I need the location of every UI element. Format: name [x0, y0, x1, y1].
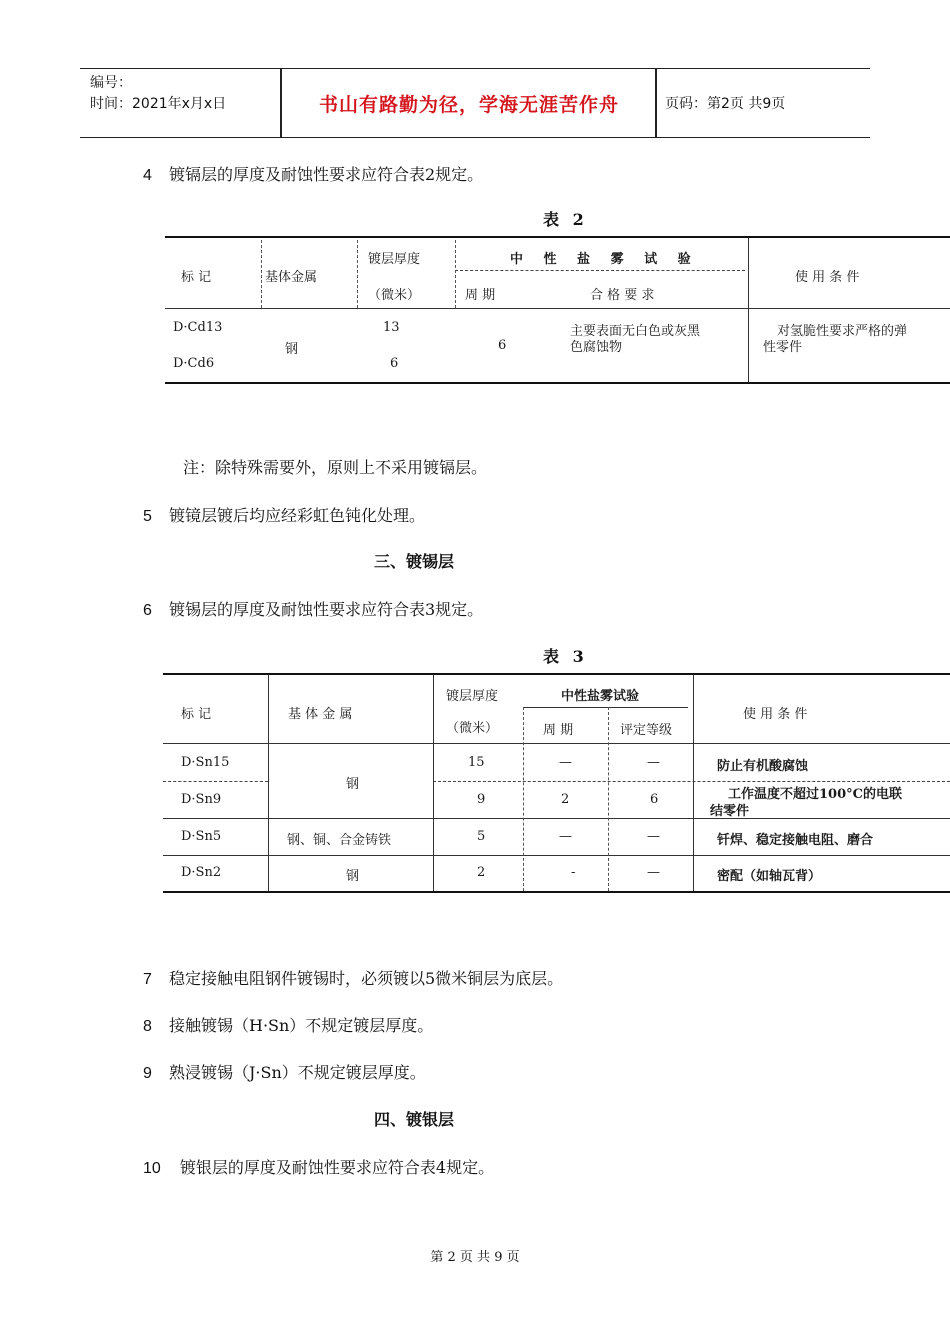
cell-base-metal: 钢 [346, 777, 360, 792]
th-period: 周 期 [543, 723, 574, 738]
paragraph-number: 7 [143, 971, 152, 988]
cell-base-metal: 钢、铜、合金铸铁 [287, 833, 392, 848]
th-base: 基 体 金 属 [288, 707, 353, 722]
paragraph-text: 稳定接触电阻钢件镀锡时，必须镀以5微米铜层为底层。 [169, 969, 564, 988]
cell-thickness: 15 [468, 755, 485, 770]
document-header [80, 68, 870, 138]
paragraph-text: 镀镉层的厚度及耐蚀性要求应符合表2规定。 [169, 165, 484, 184]
table2-caption: 表 2 [543, 210, 588, 229]
th-mark: 标 记 [181, 270, 212, 285]
cell-grade: — [647, 829, 660, 844]
table-rule [165, 308, 950, 309]
paragraph-number: 6 [143, 602, 152, 619]
table-col-line [748, 238, 749, 382]
table-3 [163, 673, 950, 895]
table-rule [523, 707, 688, 708]
cell-use: 性零件 [763, 340, 803, 355]
header-divider [280, 69, 282, 137]
code-label: 编号： [90, 75, 132, 91]
table-rule [163, 743, 950, 744]
paragraph-number: 5 [143, 508, 152, 525]
th-period: 周 期 [465, 288, 496, 303]
table-col-line [261, 240, 262, 308]
paragraph-5 [143, 503, 425, 526]
cell-period: 2 [561, 792, 570, 807]
page-footer: 第 2 页 共 9 页 [430, 1250, 520, 1265]
time-label: 时间：2021年x月x日 [90, 96, 227, 112]
cell-use: 工作温度不超过100°C的电联 [728, 787, 902, 802]
cell-mark: D·Sn15 [181, 755, 230, 770]
header-motto: 书山有路勤为径，学海无涯苦作舟 [318, 93, 619, 116]
section-heading: 三、镀锡层 [374, 552, 455, 571]
cell-mark: D·Cd13 [173, 320, 223, 335]
table-col-line [433, 675, 434, 891]
cell-use: 钎焊、稳定接触电阻、磨合 [717, 833, 874, 848]
paragraph-text: 熟浸镀锡（J·Sn）不规定镀层厚度。 [169, 1063, 426, 1082]
th-grade: 评定等级 [620, 723, 673, 738]
paragraph-7 [143, 966, 563, 989]
table-rule [433, 781, 950, 782]
cell-mark: D·Cd6 [173, 356, 215, 371]
cell-thickness: 9 [477, 792, 486, 807]
cell-use: 密配（如轴瓦背） [717, 869, 822, 884]
paragraph-9 [143, 1060, 426, 1083]
cell-requirement: 色腐蚀物 [570, 340, 623, 355]
cell-thickness: 13 [383, 320, 400, 335]
cell-mark: D·Sn9 [181, 792, 222, 807]
header-divider [655, 69, 657, 137]
cell-mark: D·Sn5 [181, 829, 222, 844]
th-salt-spray: 中性盐雾试验 [561, 689, 640, 704]
paragraph-number: 8 [143, 1018, 152, 1035]
table-col-line [357, 240, 358, 308]
th-mark: 标 记 [181, 707, 212, 722]
table2-note: 注：除特殊需要外，原则上不采用镀镉层。 [183, 458, 488, 477]
table-rule [163, 673, 950, 675]
table-rule [165, 382, 950, 384]
cell-period: - [571, 865, 576, 880]
cell-use: 结零件 [710, 804, 750, 819]
th-use: 使 用 条 件 [795, 270, 860, 285]
cell-period: — [559, 829, 572, 844]
cell-base-metal: 钢 [285, 342, 299, 357]
th-salt-spray: 中 性 盐 雾 试 验 [510, 252, 699, 267]
paragraph-text: 接触镀锡（H·Sn）不规定镀层厚度。 [169, 1016, 434, 1035]
paragraph-number: 4 [143, 167, 152, 184]
paragraph-number: 10 [143, 1160, 161, 1177]
cell-use: 防止有机酸腐蚀 [717, 759, 809, 774]
cell-thickness: 5 [477, 829, 486, 844]
cell-mark: D·Sn2 [181, 865, 222, 880]
paragraph-number: 9 [143, 1065, 152, 1082]
table-col-line [268, 675, 269, 891]
paragraph-8 [143, 1013, 433, 1036]
table-rule [163, 855, 950, 856]
table-2 [165, 236, 950, 386]
cell-grade: — [647, 865, 660, 880]
table-rule [163, 891, 950, 893]
table-rule [165, 236, 950, 238]
header-meta [90, 73, 226, 115]
th-thickness: 镀层厚度 [368, 252, 421, 267]
section-heading: 四、镀银层 [374, 1110, 455, 1129]
cell-requirement: 主要表面无白色或灰黑 [570, 324, 701, 339]
th-requirement: 合 格 要 求 [590, 288, 655, 303]
table-col-line [455, 240, 456, 308]
cell-thickness: 2 [477, 865, 486, 880]
paragraph-text: 镀镜层镀后均应经彩虹色钝化处理。 [169, 506, 426, 525]
table-rule [455, 270, 745, 271]
paragraph-text: 镀锡层的厚度及耐蚀性要求应符合表3规定。 [169, 600, 484, 619]
cell-period: — [559, 755, 572, 770]
th-unit: （微米） [368, 288, 421, 303]
cell-thickness: 6 [390, 356, 399, 371]
table-rule [163, 781, 268, 782]
th-use: 使 用 条 件 [743, 707, 808, 722]
cell-base-metal: 钢 [346, 869, 360, 884]
cell-grade: — [647, 755, 660, 770]
cell-grade: 6 [650, 792, 659, 807]
table3-caption: 表 3 [543, 647, 588, 666]
table-col-line [523, 707, 524, 891]
cell-use: 对氢脆性要求严格的弹 [777, 324, 908, 339]
th-base: 基体金属 [265, 270, 318, 285]
cell-period: 6 [498, 338, 507, 353]
th-unit: （微米） [446, 721, 499, 736]
paragraph-10 [143, 1155, 494, 1178]
table-rule [163, 818, 950, 819]
table-col-line [608, 707, 609, 891]
page-info: 页码：第2页 共9页 [665, 96, 786, 112]
th-thickness: 镀层厚度 [446, 689, 499, 704]
paragraph-4 [143, 162, 483, 185]
paragraph-text: 镀银层的厚度及耐蚀性要求应符合表4规定。 [179, 1158, 495, 1177]
table-col-line [693, 675, 694, 891]
paragraph-6 [143, 597, 483, 620]
